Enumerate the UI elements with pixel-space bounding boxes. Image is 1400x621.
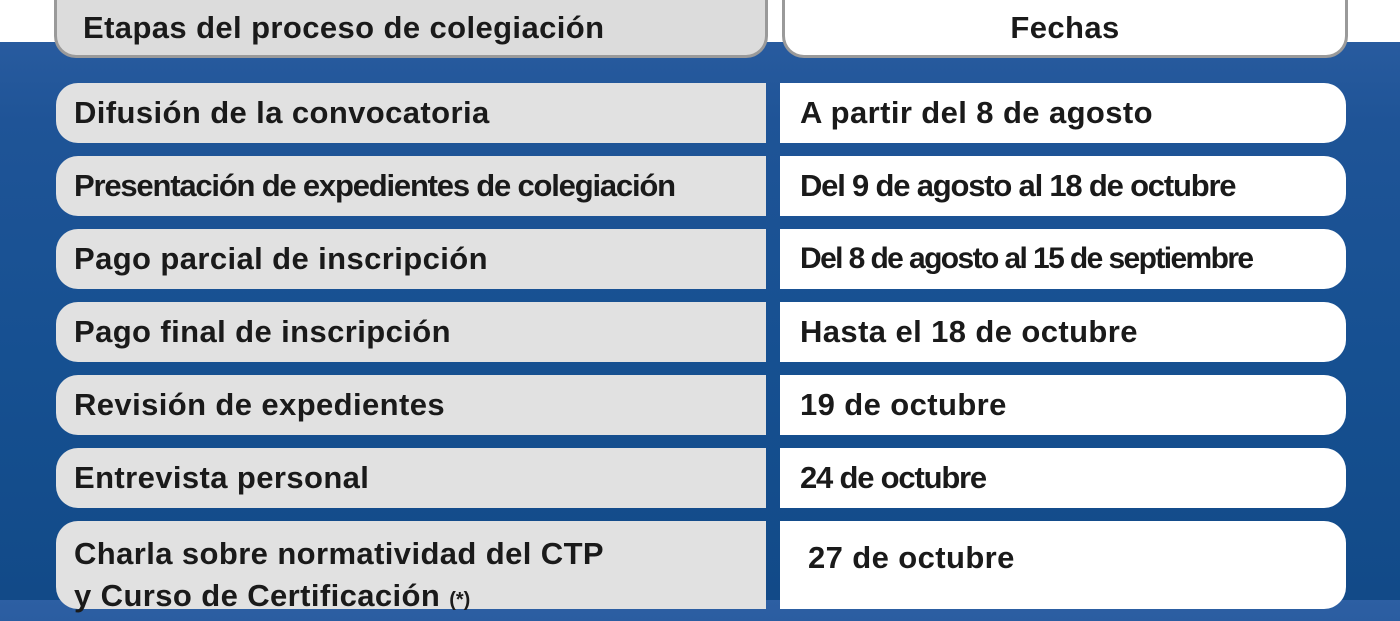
stage-label: Presentación de expedientes de colegiación bbox=[74, 168, 675, 203]
date-cell bbox=[780, 375, 1346, 435]
date-label: Del 9 de agosto al 18 de octubre bbox=[800, 168, 1236, 203]
stage-label: Pago final de inscripción bbox=[74, 314, 451, 349]
stage-label: Entrevista personal bbox=[74, 460, 370, 495]
date-label: 19 de octubre bbox=[800, 387, 1007, 422]
stage-cell bbox=[56, 229, 766, 289]
stage-label: Pago parcial de inscripción bbox=[74, 241, 488, 276]
header-stage bbox=[54, 0, 768, 58]
date-cell bbox=[780, 229, 1346, 289]
header-dates bbox=[782, 0, 1348, 58]
stage-label-line1: Charla sobre normatividad del CTP bbox=[74, 536, 604, 571]
stage-label: Revisión de expedientes bbox=[74, 387, 445, 422]
stage-footnote-mark: (*) bbox=[449, 589, 471, 611]
date-label: A partir del 8 de agosto bbox=[800, 95, 1153, 130]
date-cell bbox=[780, 302, 1346, 362]
date-label: 24 de octubre bbox=[800, 460, 986, 495]
stage-cell bbox=[56, 83, 766, 143]
date-cell bbox=[780, 83, 1346, 143]
header-dates-label: Fechas bbox=[1010, 9, 1120, 45]
date-cell bbox=[780, 156, 1346, 216]
stage-cell bbox=[56, 375, 766, 435]
stage-label-line2: y Curso de Certificación bbox=[74, 578, 441, 613]
date-label: Del 8 de agosto al 15 de septiembre bbox=[800, 242, 1253, 275]
date-cell bbox=[780, 521, 1346, 609]
date-label: 27 de octubre bbox=[808, 540, 1015, 575]
stage-label-line2-wrap bbox=[74, 575, 470, 621]
stage-label: Difusión de la convocatoria bbox=[74, 95, 490, 130]
stage-cell bbox=[56, 156, 766, 216]
date-cell bbox=[780, 448, 1346, 508]
stage-cell bbox=[56, 521, 766, 613]
stage-cell bbox=[56, 302, 766, 362]
header-stage-label: Etapas del proceso de colegiación bbox=[83, 9, 605, 45]
date-label: Hasta el 18 de octubre bbox=[800, 314, 1138, 349]
stage-cell bbox=[56, 448, 766, 508]
